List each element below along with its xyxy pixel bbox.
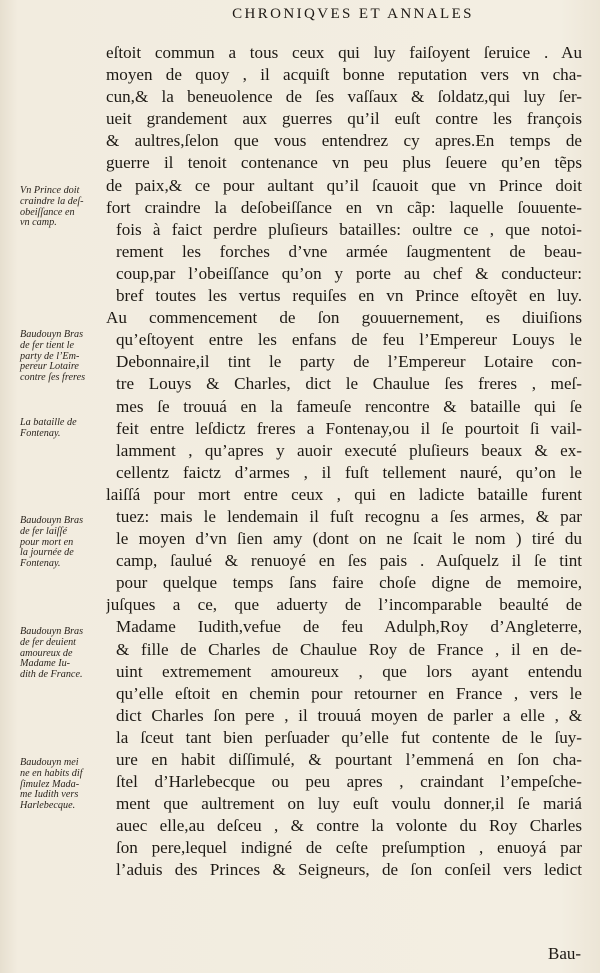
running-title: CHRONIQVES ET ANNALES	[232, 6, 474, 22]
side-note-line: de fer deuient	[20, 636, 77, 648]
side-note-line: ſimulez Mada-	[20, 778, 80, 790]
text-line: & fille de Charles de Chaulue Roy de France , il en de-	[116, 639, 582, 659]
text-line: coup,par l’obeiſſance qu’on y porte au chef & conducteur:	[116, 263, 582, 283]
side-note-line: dith de France.	[20, 669, 83, 681]
side-note-line: craindre la deſ-	[20, 195, 84, 207]
text-line: dict Charles ſon pere , il trouuá moyen de parler a elle , &	[116, 705, 582, 725]
text-line: qu’eſtoyent entre les enfans de feu l’Empereur Louys le	[116, 330, 582, 350]
text-line: guerre il tenoit contenance vn peu plus ſeuere qu’en tẽps	[106, 153, 582, 173]
side-note-line: La bataille de	[20, 417, 77, 428]
side-note-line: me Iudith vers	[20, 789, 79, 801]
side-note-line: la journée de	[20, 547, 74, 559]
side-note-line: ne en habits dif	[20, 767, 83, 779]
side-note-line: pour mort en	[20, 536, 74, 548]
text-line: moyen de quoy , il acquiſt bonne reputation vers vn cha-	[106, 65, 582, 85]
text-line: ſtel d’Harlebecque ou peu apres , craindant l’empeſche-	[116, 772, 582, 792]
text-line: Au commencement de ſon gouuernement, es diuiſions	[106, 308, 582, 328]
text-line: Debonnaire,il tint le party de l’Empereur Lotaire con-	[116, 352, 582, 372]
text-line: laiſſá pour mort entre ceux , qui en ladicte bataille furent	[106, 484, 582, 504]
text-line: bref toutes les vertus requiſes en vn Prince eſtoyẽt en luy.	[116, 286, 582, 306]
side-note-6	[20, 758, 104, 812]
text-line: Madame Iudith,vefue de feu Adulph,Roy d’Angleterre,	[116, 617, 582, 637]
text-line: qu’elle eſtoit en chemin pour retourner en France , vers le	[116, 683, 582, 703]
side-note-line: Baudouyn mei	[20, 757, 79, 768]
side-note-line: amoureux de	[20, 647, 73, 659]
side-note-line: Fontenay.	[20, 558, 61, 570]
text-line: ueit grandement aux guerres qu’il euſt contre les françois	[106, 109, 582, 129]
text-line: fort craindre la deſobeiſſance en vn cãp: laquelle ſouuente-	[106, 197, 582, 217]
side-note-line: Vn Prince doit	[20, 185, 80, 196]
text-line: l’aduis des Princes & Seigneurs, de ſon conſeil vers ledict	[116, 860, 582, 880]
text-line: uint extremement amoureux , que lors ayant entendu	[116, 661, 582, 681]
side-note-2	[20, 330, 104, 384]
text-line: de paix,& ce pour aultant qu’il ſcauoit que vn Prince doit	[106, 175, 582, 195]
text-line: lamment , qu’apres y auoir executé pluſieurs beaux & ex-	[116, 440, 582, 460]
text-line: la ſceut tant bien perſuader qu’elle fut contente de le ſuy-	[116, 727, 582, 747]
side-note-line: contre ſes freres	[20, 372, 86, 384]
text-line: camp, ſaulué & renuoyé en ſes pais . Auſquelz il ſe tint	[116, 551, 582, 571]
side-note-line: Madame Iu-	[20, 658, 71, 670]
side-note-line: party de l’Em-	[20, 350, 80, 362]
text-line: juſques a ce, que aduerty de l’incomparable beaulté de	[106, 595, 582, 615]
text-line: fois à faict perdre pluſieurs batailles: oultre ce , que notoi-	[116, 219, 582, 239]
text-line: tuez: mais le lendemain il fuſt recognu a ſes armes, & par	[116, 506, 582, 526]
text-line: cellentz faictz d’armes , il fuſt tellement nauré, qu’on le	[116, 462, 582, 482]
text-line: cun,& la beneuolence de ſes vaſſaux & ſoldatz,qui luy ſer-	[106, 87, 582, 107]
side-note-5	[20, 627, 104, 681]
text-line: pour quelque temps ſans faire choſe digne de memoire,	[116, 573, 582, 593]
side-note-line: Baudouyn Bras	[20, 515, 84, 526]
body-text	[106, 42, 582, 882]
text-line: auec elle,au deſceu , & contre la volonte du Roy Charles	[116, 816, 582, 836]
side-note-line: Fontenay.	[20, 427, 61, 439]
text-line: ure en habit diſſimulé, & pourtant l’emmená en ſon cha-	[116, 750, 582, 769]
side-note-line: Harlebecque.	[20, 800, 76, 812]
side-note-4	[20, 516, 104, 570]
text-line: rement les forches d’vne armée ſaugmentent de beau-	[116, 241, 582, 261]
text-line: le moyen d’vn ſien amy (dont on ne ſcait le nom ) tiré du	[116, 529, 582, 549]
text-line: feit entre leſdictz freres a Fontenay,ou il ſe pourtoit ſi vail-	[116, 418, 582, 438]
side-note-1	[20, 186, 104, 229]
side-note-3	[20, 418, 104, 440]
side-note-line: obeiſſance en	[20, 206, 75, 218]
text-line: eſtoit commun a tous ceux qui luy faiſoyent ſeruice . Au	[106, 43, 582, 62]
side-note-line: de fer tient le	[20, 339, 75, 351]
side-note-line: de fer laiſſé	[20, 525, 67, 537]
text-line: mes ſe trouuá en la fameuſe rencontre & bataille qui ſe	[116, 396, 582, 416]
catchword: Bau-	[548, 944, 582, 963]
text-line: tre Louys & Charles, dict le Chaulue ſes freres , meſ-	[116, 374, 582, 394]
text-line: ment que aultrement on luy euſt voulu donner,il ſe mariá	[116, 794, 582, 814]
side-note-line: pereur Lotaire	[20, 361, 79, 373]
text-line: ſon pere,lequel indigné de ceſte preſumption , enuoyá par	[116, 838, 582, 858]
side-note-line: Baudouyn Bras	[20, 329, 84, 340]
side-note-line: vn camp.	[20, 217, 57, 229]
text-line: & aultres,ſelon que vous entendrez cy apres.En temps de	[106, 131, 582, 151]
side-note-line: Baudouyn Bras	[20, 626, 84, 637]
